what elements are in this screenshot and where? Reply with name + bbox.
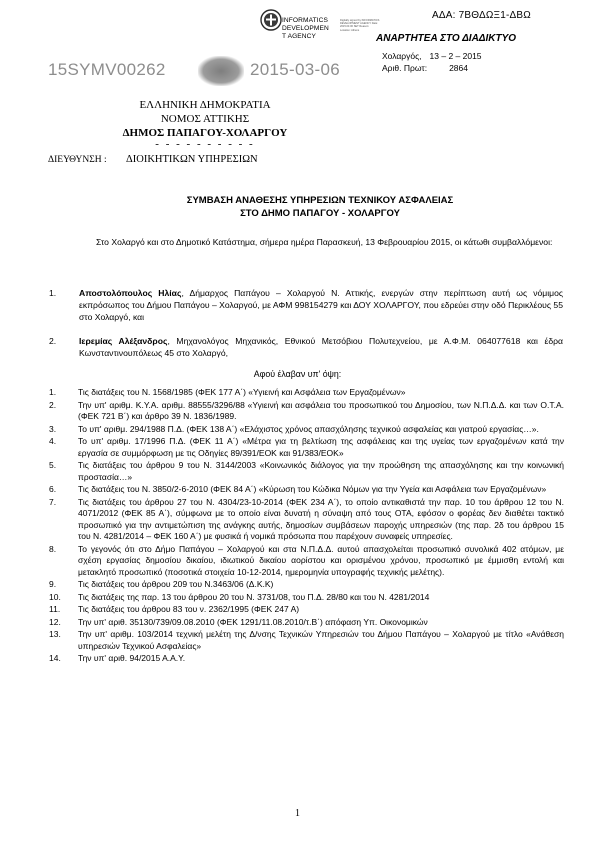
- item-number: 3.: [49, 423, 57, 434]
- contract-subtitle: ΣΤΟ ΔΗΜΟ ΠΑΠΑΓΟΥ - ΧΟΛΑΡΓΟΥ: [240, 208, 400, 219]
- item-text: Το γεγονός ότι στο Δήμο Παπάγου – Χολαργού και στα Ν.Π.Δ.Δ. αυτού απασχολείται προσωπικό συνολικά 402 ατόμων, με σχέση εργασίας δημοσίου δικαίου, ιδιωτικού δικαίου αορίστου και ορισμένου χρόνου, προσωπικό με έμμισθη εντολή και μετακλητό προσωπικό (ποσοτικά στοιχεία 10-12-2014, ημερομηνία υπογραφής τεχνικής μελέτης).: [78, 543, 564, 577]
- list-item: [49, 484, 564, 496]
- list-item: [49, 653, 564, 665]
- item-text: Τις διατάξεις του άρθρου 83 του ν. 2362/1995 (ΦΕΚ 247 Α): [78, 604, 300, 614]
- direction-label: ΔΙΕΥΘΥΝΣΗ :: [48, 155, 107, 165]
- item-text: Την υπ' αριθμ. Κ.Υ.Α. αριθμ. 88555/3296/88 «Υγιεινή και ασφάλεια του προσωπικού του Δημοσίου, των Ν.Π.Δ.Δ. και των Ο.Τ.Α. (ΦΕΚ 721 Β΄) και άρθρο 39 Ν. 1836/1989.: [78, 399, 564, 421]
- protocol-label: Αριθ. Πρωτ:: [382, 63, 428, 73]
- item-number: 12.: [49, 616, 61, 627]
- watermark-id: 15SYMV00262: [48, 60, 166, 79]
- item-number: 8.: [49, 543, 57, 554]
- greek-emblem-icon: [260, 8, 282, 32]
- page-number: 1: [295, 808, 300, 819]
- item-number: 6.: [49, 484, 57, 494]
- list-item: [49, 617, 564, 629]
- watermark-emblem: [198, 56, 244, 86]
- party-name: Αποστολόπουλος Ηλίας: [79, 288, 182, 298]
- list-item: [49, 592, 564, 604]
- authority-country: ΕΛΛΗΝΙΚΗ ΔΗΜΟΚΡΑΤΙΑ: [139, 99, 271, 111]
- party-2: [79, 335, 563, 359]
- item-number: 5.: [49, 460, 57, 470]
- party-1: [79, 275, 563, 323]
- list-item: [49, 604, 564, 616]
- item-number: 14.: [49, 653, 61, 663]
- place-date-line: [382, 51, 482, 61]
- item-text: Τις διατάξεις του άρθρου 209 του Ν.3463/06 (Δ.Κ.Κ): [78, 579, 274, 589]
- item-number: 4.: [49, 436, 57, 446]
- item-text: Τις διατάξεις του Ν. 1568/1985 (ΦΕΚ 177 Α΄) «Υγιεινή και Ασφάλεια των Εργαζομένων»: [78, 387, 406, 397]
- item-text: Τις διατάξεις του Ν. 3850/2-6-2010 (ΦΕΚ 84 Α΄) «Κύρωση του Κώδικα Νόμων για την Υγεία και Ασφάλεια των Εργαζομένων»: [78, 484, 547, 494]
- item-text: Το υπ' αριθμ. 17/1996 Π.Δ. (ΦΕΚ 11 Α΄) «Μέτρα για τη βελτίωση της ασφάλειας και της υγείας των εργαζομένων κατά την εργασία σε συμμόρφωση με τις Οδηγίες 89/391/ΕΟΚ και 91/383/ΕΟΚ»: [78, 436, 564, 458]
- item-text: Το υπ' αριθμ. 294/1988 Π.Δ. (ΦΕΚ 138 Α΄) «Ελάχιστος χρόνος απασχόλησης τεχνικού ασφαλείας και γιατρού εργασίας…».: [78, 423, 539, 434]
- signer-line-3: T AGENCY: [282, 33, 317, 40]
- list-item: [49, 497, 564, 543]
- list-item: [49, 629, 564, 652]
- item-text: Την υπ' αριθ. 94/2015 Α.Α.Υ.: [78, 653, 186, 663]
- document-date: 13 – 2 – 2015: [429, 51, 482, 61]
- contract-title: ΣΥΜΒΑΣΗ ΑΝΑΘΕΣΗΣ ΥΠΗΡΕΣΙΩΝ ΤΕΧΝΙΚΟΥ ΑΣΦΑΛΕΙΑΣ: [186, 195, 454, 206]
- authority-prefecture: ΝΟΜΟΣ ΑΤΤΙΚΗΣ: [160, 113, 250, 125]
- party-details: , Δήμαρχος Παπάγου – Χολαργού Ν. Αττικής, ενεργών στην περίπτωση αυτή ως νόμιμος εκπρόσωπος του Δήμου Παπάγου – Χολαργού, με ΑΦΜ 998154279 και ΔΟΥ ΧΟΛΑΡΓΟΥ, που εδρεύει στην οδό Περικλέους 55 στο Χολαργό, και: [79, 288, 564, 322]
- direction-value: ΔΙΟΙΚΗΤΙΚΩΝ ΥΠΗΡΕΣΙΩΝ: [126, 154, 258, 165]
- item-text: Την υπ' αριθ. 35130/739/09.08.2010 (ΦΕΚ 1291/11.08.2010/τ.Β΄) απόφαση Υπ. Οικονομικών: [78, 616, 428, 627]
- item-number: 10.: [49, 591, 61, 602]
- authority-municipality: ΔΗΜΟΣ ΠΑΠΑΓΟΥ-ΧΟΛΑΡΓΟΥ: [122, 127, 288, 139]
- item-number: 13.: [49, 629, 61, 639]
- list-item: [49, 424, 564, 436]
- list-item: [49, 544, 564, 579]
- item-number: 1.: [49, 387, 57, 397]
- protocol-number: 2864: [449, 63, 468, 73]
- signer-line-2: DEVELOPMEN: [282, 25, 329, 32]
- considering-heading: Αφού έλαβαν υπ' όψη:: [253, 369, 342, 379]
- item-text: Την υπ' αριθμ. 103/2014 τεχνική μελέτη της Δ/νσης Τεχνικών Υπηρεσιών του Δήμου Παπάγου – Χολαργού με τίτλο «Ανάθεση υπηρεσιών Τεχνικού Ασφαλείας»: [78, 629, 564, 651]
- list-item: [49, 579, 564, 591]
- protocol-line: [382, 63, 468, 73]
- party-name: Ιερεμίας Αλέξανδρος: [79, 336, 168, 346]
- watermark-date: 2015-03-06: [250, 60, 340, 79]
- item-number: 9.: [49, 579, 57, 589]
- party-number: 1.: [49, 288, 57, 298]
- digital-signature-details: Digitally signed by INFORMATICS DEVELOPMENT AGENCY Date: 2015.03.06 SET Reason: Location: Athens: [340, 19, 380, 32]
- list-item: [49, 436, 564, 459]
- ada-code: ΑΔΑ: 7ΒΘΔΩΞ1-ΔΒΩ: [432, 10, 531, 21]
- item-text: Τις διατάξεις του άρθρου 9 του Ν. 3144/2003 «Κοινωνικός διάλογος για την προώθηση της απασχόλησης και την κοινωνική προστασία…»: [78, 460, 564, 482]
- list-item: [49, 400, 564, 423]
- item-text: Τις διατάξεις του άρθρου 27 του Ν. 4304/23-10-2014 (ΦΕΚ 234 Α΄), το οποίο αντικαθιστά την παρ. 10 του άρθρου 12 του Ν. 4071/2012 (ΦΕΚ 85 Α΄), σύμφωνα με το οποίο είναι δυνατή η σύναψη από τους ΟΤΑ, εφόσον ο φορέας δεν διαθέτει τακτικό προσωπικό για την αντιμετώπιση της ανάγκης αυτής, δημοσίων συμβάσεων παροχής υπηρεσιών (της παρ. 2δ του άρθρου 15 του Ν. 4281/2014 – ΦΕΚ 160 Α΄) με φυσικά ή νομικά πρόσωπα που παρέχουν συναφείς υπηρεσίες.: [78, 496, 564, 541]
- considerations-list: [49, 387, 564, 665]
- posted-online-notice: ΑΝΑΡΤΗΤΕΑ ΣΤΟ ΔΙΑΔΙΚΤΥΟ: [376, 33, 517, 44]
- item-number: 7.: [49, 496, 57, 507]
- intro-paragraph: Στο Χολαργό και στο Δημοτικό Κατάστημα, σήμερα ημέρα Παρασκευή, 13 Φεβρουαρίου 2015, οι κάτωθι συμβαλλόμενοι:: [96, 237, 553, 247]
- place-label: Χολαργός,: [382, 51, 422, 61]
- party-details: , Μηχανολόγος Μηχανικός, Εθνικού Μετσόβιου Πολυτεχνείου, με Α.Φ.Μ. 064077618 και έδρα Κωνσταντινουπόλεως 45 στο Χολαργό,: [79, 336, 563, 358]
- authority-separator: - - - - - - - - - -: [155, 138, 255, 150]
- list-item: [49, 387, 564, 399]
- digital-signer-name: [282, 17, 329, 41]
- item-text: Τις διατάξεις της παρ. 13 του άρθρου 20 του Ν. 3731/08, του Π.Δ. 28/80 και του Ν. 4281/2014: [78, 591, 430, 602]
- party-number: 2.: [49, 336, 57, 346]
- item-number: 2.: [49, 399, 57, 410]
- list-item: [49, 460, 564, 483]
- signer-line-1: INFORMATICS: [282, 17, 329, 24]
- item-number: 11.: [49, 604, 61, 614]
